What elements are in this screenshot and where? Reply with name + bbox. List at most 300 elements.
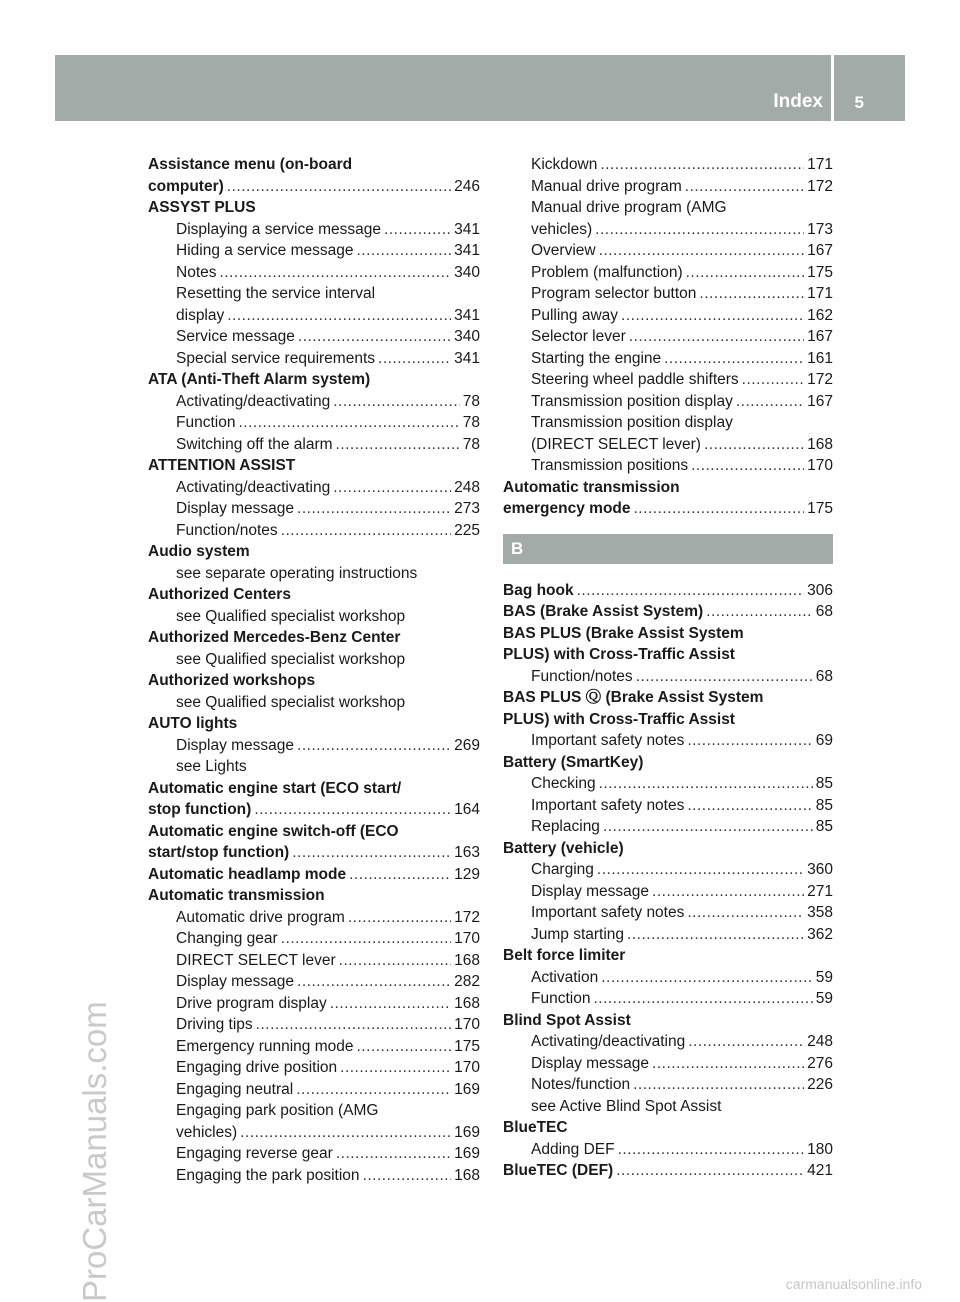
entry-page-number[interactable]: 340	[454, 328, 480, 345]
entry-page-number[interactable]: 358	[807, 904, 833, 921]
entry-page-number[interactable]: 172	[454, 908, 480, 926]
dot-leader	[240, 1122, 451, 1144]
entry-label: Resetting the service interval	[176, 285, 376, 302]
dot-leader	[298, 326, 451, 348]
entry-page-number[interactable]: 59	[815, 968, 833, 986]
index-subentry[interactable]	[503, 773, 833, 795]
index-subentry[interactable]	[503, 730, 833, 752]
index-entry	[148, 713, 480, 735]
entry-page-number[interactable]: 248	[807, 1033, 833, 1050]
index-entry	[148, 885, 480, 907]
entry-page-number[interactable]: 162	[807, 306, 833, 324]
entry-page-number[interactable]: 78	[462, 435, 480, 453]
dot-leader	[349, 864, 451, 886]
entry-label: Displaying a service message	[176, 220, 382, 238]
entry-label: display	[176, 306, 225, 324]
entry-label: Notes/function	[531, 1076, 631, 1093]
entry-label: Display message	[176, 500, 295, 517]
dot-leader	[629, 326, 804, 348]
index-entry[interactable]	[148, 864, 480, 886]
entry-label: Automatic transmission	[503, 478, 680, 496]
index-subentry	[503, 1096, 833, 1118]
dot-leader	[227, 176, 451, 198]
entry-label: Automatic engine switch-off (ECO	[148, 822, 399, 840]
entry-page-number[interactable]: 169	[454, 1145, 480, 1162]
entry-label: Function	[531, 990, 591, 1007]
index-entry	[148, 541, 480, 563]
entry-page-number[interactable]: 85	[815, 818, 833, 835]
index-subentry[interactable]	[148, 735, 480, 757]
dot-leader	[599, 773, 813, 795]
dot-leader	[333, 477, 451, 499]
entry-label: Important safety notes	[531, 796, 685, 814]
index-entry	[503, 477, 833, 499]
entry-label: Kickdown	[531, 156, 598, 173]
entry-label: Audio system	[148, 543, 250, 560]
dot-leader	[297, 971, 451, 993]
index-subentry[interactable]	[503, 434, 833, 456]
entry-label: Activating/deactivating	[531, 1033, 686, 1050]
dot-leader	[633, 1074, 804, 1096]
entry-page-number[interactable]: 171	[807, 156, 833, 173]
index-entry	[503, 1010, 833, 1032]
entry-label: Transmission position display	[531, 414, 733, 431]
entry-label: see Qualified specialist workshop	[176, 650, 406, 668]
index-entry	[148, 197, 480, 219]
dot-leader	[686, 262, 805, 284]
entry-label: Authorized Mercedes-Benz Center	[148, 629, 401, 646]
dot-leader	[621, 305, 804, 327]
dot-leader	[340, 1057, 451, 1079]
dot-leader	[357, 1036, 452, 1058]
dot-leader	[603, 816, 813, 838]
entry-page-number[interactable]: 246	[454, 177, 480, 195]
entry-label: Automatic drive program	[176, 908, 345, 926]
dot-leader	[336, 434, 460, 456]
entry-page-number[interactable]: 168	[454, 1166, 480, 1184]
index-entry[interactable]	[503, 1160, 833, 1182]
entry-page-number[interactable]: 69	[815, 732, 833, 749]
entry-label: Display message	[176, 973, 295, 990]
entry-page-number[interactable]: 59	[815, 990, 833, 1007]
entry-page-number[interactable]: 341	[454, 242, 480, 259]
entry-label: Notes	[176, 263, 217, 281]
entry-label: Function	[176, 414, 236, 431]
entry-page-number[interactable]: 362	[807, 925, 833, 943]
entry-page-number[interactable]: 129	[454, 865, 480, 883]
dot-leader	[330, 993, 451, 1015]
dot-leader	[616, 1160, 804, 1182]
entry-label: Activating/deactivating	[176, 478, 331, 496]
index-subentry	[148, 756, 480, 778]
page-number: 5	[854, 93, 864, 112]
index-subentry	[148, 283, 480, 305]
index-subentry[interactable]	[503, 176, 833, 198]
index-subentry[interactable]	[503, 1053, 833, 1075]
index-entry[interactable]	[503, 498, 833, 520]
dot-leader	[618, 1139, 805, 1161]
entry-label: start/stop function)	[148, 844, 290, 861]
entry-page-number[interactable]: 85	[815, 796, 833, 814]
entry-label: BAS PLUS Ⓠ (Brake Assist System	[503, 689, 764, 706]
entry-label: Steering wheel paddle shifters	[531, 371, 739, 388]
entry-label: Engaging reverse gear	[176, 1145, 333, 1162]
entry-label: Emergency running mode	[176, 1037, 354, 1055]
index-subentry[interactable]	[148, 1057, 480, 1079]
index-subentry[interactable]	[503, 1139, 833, 1161]
index-subentry[interactable]	[148, 326, 480, 348]
entry-page-number[interactable]: 360	[807, 861, 833, 878]
index-subentry[interactable]	[503, 1074, 833, 1096]
entry-label: Driving tips	[176, 1016, 253, 1033]
entry-label: Important safety notes	[531, 904, 685, 921]
section-letter-bar	[503, 534, 833, 564]
dot-leader	[664, 348, 804, 370]
dot-leader	[634, 498, 805, 520]
entry-label: Engaging the park position	[176, 1166, 360, 1184]
dot-leader	[336, 1143, 451, 1165]
entry-page-number[interactable]: 164	[454, 801, 480, 818]
index-entry	[148, 369, 480, 391]
dot-leader	[577, 580, 805, 602]
index-subentry[interactable]	[148, 1143, 480, 1165]
entry-label: Checking	[531, 775, 596, 792]
index-subentry[interactable]	[148, 305, 480, 327]
dot-leader	[627, 924, 804, 946]
entry-label: (DIRECT SELECT lever)	[531, 435, 701, 453]
entry-label: Automatic headlamp mode	[148, 865, 347, 883]
index-subentry[interactable]	[503, 859, 833, 881]
entry-label: see Qualified specialist workshop	[176, 693, 406, 711]
index-subentry[interactable]	[148, 391, 480, 413]
entry-page-number[interactable]: 170	[454, 930, 480, 947]
entry-page-number[interactable]: 282	[454, 973, 480, 990]
entry-label: Activation	[531, 968, 599, 986]
dot-leader	[363, 1165, 452, 1187]
entry-label: Belt force limiter	[503, 947, 626, 964]
entry-page-number[interactable]: 68	[815, 667, 833, 685]
entry-page-number[interactable]: 421	[807, 1162, 833, 1179]
index-entry	[148, 821, 480, 843]
index-entry[interactable]	[503, 601, 833, 623]
index-subentry[interactable]	[503, 219, 833, 241]
index-subentry[interactable]	[503, 240, 833, 262]
entry-page-number[interactable]: 161	[807, 349, 833, 367]
index-entry	[503, 838, 833, 860]
entry-page-number[interactable]: 169	[454, 1080, 480, 1098]
entry-page-number[interactable]: 169	[454, 1123, 480, 1141]
entry-label: Hiding a service message	[176, 242, 354, 259]
entry-label: vehicles)	[176, 1123, 238, 1141]
index-subentry[interactable]	[503, 455, 833, 477]
index-subentry[interactable]	[503, 816, 833, 838]
dot-leader	[704, 434, 804, 456]
entry-label: Problem (malfunction)	[531, 263, 683, 281]
entry-label: Manual drive program (AMG	[531, 199, 727, 216]
index-entry	[148, 154, 480, 176]
entry-label: Adding DEF	[531, 1140, 615, 1158]
dot-leader	[227, 305, 451, 327]
entry-page-number[interactable]: 163	[454, 844, 480, 861]
dot-leader	[691, 455, 804, 477]
index-subentry[interactable]	[148, 412, 480, 434]
entry-page-number[interactable]: 273	[454, 500, 480, 517]
dot-leader	[600, 154, 804, 176]
header-divider	[831, 55, 834, 121]
index-subentry[interactable]	[148, 240, 480, 262]
entry-label: ASSYST PLUS	[148, 199, 256, 216]
dot-leader	[339, 950, 451, 972]
entry-label: Charging	[531, 861, 594, 878]
entry-label: Selector lever	[531, 328, 626, 345]
index-subentry[interactable]	[148, 1122, 480, 1144]
dot-leader	[706, 601, 813, 623]
index-entry[interactable]	[148, 799, 480, 821]
index-subentry[interactable]	[503, 967, 833, 989]
entry-label: Assistance menu (on-board	[148, 156, 353, 173]
index-subentry[interactable]	[503, 326, 833, 348]
index-subentry[interactable]	[503, 348, 833, 370]
entry-label: BAS (Brake Assist System)	[503, 603, 704, 620]
dot-leader	[220, 262, 452, 284]
index-entry	[148, 670, 480, 692]
section-letter: B	[511, 538, 524, 558]
index-subentry[interactable]	[148, 434, 480, 456]
entry-page-number[interactable]: 180	[807, 1140, 833, 1158]
index-subentry[interactable]	[148, 477, 480, 499]
index-subentry[interactable]	[148, 348, 480, 370]
index-subentry[interactable]	[148, 971, 480, 993]
entry-page-number[interactable]: 226	[807, 1076, 833, 1093]
entry-page-number[interactable]: 341	[454, 349, 480, 367]
entry-page-number[interactable]: 167	[807, 328, 833, 345]
entry-label: Display message	[176, 736, 295, 754]
entry-label: Changing gear	[176, 930, 278, 947]
entry-page-number[interactable]: 168	[454, 951, 480, 969]
index-subentry[interactable]	[148, 907, 480, 929]
index-subentry[interactable]	[503, 1031, 833, 1053]
entry-label: DIRECT SELECT lever	[176, 951, 336, 969]
entry-page-number[interactable]: 78	[462, 414, 480, 431]
entry-label: Manual drive program	[531, 177, 682, 195]
index-entry	[148, 627, 480, 649]
index-subentry	[148, 1100, 480, 1122]
index-entry	[503, 945, 833, 967]
dot-leader	[601, 967, 813, 989]
entry-label: Automatic transmission	[148, 887, 325, 904]
entry-page-number[interactable]: 175	[807, 263, 833, 281]
dot-leader	[348, 907, 451, 929]
index-subentry[interactable]	[503, 262, 833, 284]
entry-page-number[interactable]: 170	[454, 1016, 480, 1033]
entry-label: Engaging drive position	[176, 1059, 338, 1076]
entry-page-number[interactable]: 175	[807, 500, 833, 517]
index-subentry[interactable]	[148, 219, 480, 241]
index-subentry[interactable]	[148, 993, 480, 1015]
index-subentry	[148, 649, 480, 671]
entry-page-number[interactable]: 271	[807, 882, 833, 900]
entry-label: Overview	[531, 242, 596, 259]
entry-label: Transmission positions	[531, 457, 689, 474]
index-entry	[503, 1117, 833, 1139]
entry-page-number[interactable]: 85	[815, 775, 833, 792]
entry-page-number[interactable]: 225	[454, 521, 480, 539]
dot-leader	[254, 799, 451, 821]
entry-label: PLUS) with Cross-Traffic Assist	[503, 710, 735, 728]
index-entry	[503, 687, 833, 709]
dot-leader	[742, 369, 804, 391]
dot-leader	[378, 348, 451, 370]
entry-label: Drive program display	[176, 994, 327, 1012]
dot-leader	[238, 412, 459, 434]
index-subentry[interactable]	[148, 498, 480, 520]
dot-leader	[595, 219, 804, 241]
entry-page-number[interactable]: 341	[454, 306, 480, 324]
dot-leader	[687, 902, 804, 924]
index-subentry[interactable]	[148, 262, 480, 284]
entry-label: Pulling away	[531, 306, 619, 324]
entry-page-number[interactable]: 170	[807, 457, 833, 474]
index-subentry[interactable]	[148, 950, 480, 972]
index-entry	[503, 644, 833, 666]
entry-label: Service message	[176, 328, 295, 345]
entry-label: BlueTEC (DEF)	[503, 1162, 614, 1179]
index-subentry	[503, 197, 833, 219]
entry-page-number[interactable]: 167	[807, 392, 833, 410]
entry-page-number[interactable]: 175	[454, 1037, 480, 1055]
index-subentry[interactable]	[503, 369, 833, 391]
entry-label: Activating/deactivating	[176, 392, 331, 410]
dot-leader	[685, 176, 804, 198]
entry-label: Authorized workshops	[148, 672, 316, 689]
entry-page-number[interactable]: 248	[454, 478, 480, 496]
index-entry[interactable]	[148, 176, 480, 198]
entry-page-number[interactable]: 68	[815, 603, 833, 620]
index-entry	[503, 623, 833, 645]
entry-label: Important safety notes	[531, 732, 685, 749]
entry-label: Starting the engine	[531, 349, 662, 367]
dot-leader	[296, 1079, 451, 1101]
index-entry	[148, 778, 480, 800]
index-subentry[interactable]	[148, 1079, 480, 1101]
footer-watermark: carmanualsonline.info	[785, 1276, 922, 1292]
entry-label: Jump starting	[531, 925, 625, 943]
dot-leader	[281, 520, 451, 542]
dot-leader	[699, 283, 804, 305]
entry-label: Engaging park position (AMG	[176, 1102, 379, 1119]
index-subentry	[148, 563, 480, 585]
index-entry	[148, 455, 480, 477]
index-entry[interactable]	[148, 842, 480, 864]
index-subentry[interactable]	[503, 881, 833, 903]
index-subentry[interactable]	[503, 391, 833, 413]
entry-label: Display message	[531, 1054, 650, 1072]
index-subentry[interactable]	[503, 988, 833, 1010]
entry-page-number[interactable]: 340	[454, 263, 480, 281]
index-subentry[interactable]	[503, 154, 833, 176]
entry-page-number[interactable]: 172	[807, 177, 833, 195]
dot-leader	[256, 1014, 451, 1036]
index-subentry[interactable]	[148, 1036, 480, 1058]
dot-leader	[297, 498, 451, 520]
index-subentry	[503, 412, 833, 434]
entry-label: vehicles)	[531, 220, 593, 238]
entry-page-number[interactable]: 171	[807, 285, 833, 302]
entry-page-number[interactable]: 168	[807, 435, 833, 453]
index-entry[interactable]	[503, 580, 833, 602]
page-title: Index	[773, 91, 823, 112]
entry-label: Display message	[531, 882, 650, 900]
side-watermark: ProCarManuals.com	[76, 1001, 113, 1302]
entry-label: Authorized Centers	[148, 586, 291, 603]
entry-page-number[interactable]: 173	[807, 220, 833, 238]
dot-leader	[652, 1053, 804, 1075]
index-column-left	[148, 154, 480, 1186]
dot-leader	[333, 391, 460, 413]
entry-label: Battery (SmartKey)	[503, 753, 644, 771]
index-entry	[503, 752, 833, 774]
index-subentry[interactable]	[503, 283, 833, 305]
entry-label: ATTENTION ASSIST	[148, 457, 296, 474]
index-subentry[interactable]	[148, 520, 480, 542]
entry-page-number[interactable]: 167	[807, 242, 833, 259]
dot-leader	[281, 928, 451, 950]
entry-label: Function/notes	[176, 521, 278, 539]
index-subentry[interactable]	[148, 1014, 480, 1036]
entry-label: stop function)	[148, 801, 252, 818]
entry-label: ATA (Anti-Theft Alarm system)	[148, 371, 371, 388]
entry-label: see Qualified specialist workshop	[176, 607, 406, 625]
entry-label: Function/notes	[531, 667, 633, 685]
entry-label: Program selector button	[531, 285, 697, 302]
entry-label: Battery (vehicle)	[503, 839, 624, 857]
entry-label: Bag hook	[503, 581, 574, 599]
dot-leader	[356, 240, 451, 262]
entry-page-number[interactable]: 276	[807, 1054, 833, 1072]
entry-page-number[interactable]: 341	[454, 220, 480, 238]
entry-page-number[interactable]: 170	[454, 1059, 480, 1076]
entry-label: Engaging neutral	[176, 1080, 294, 1098]
entry-page-number[interactable]: 306	[807, 581, 833, 599]
entry-page-number[interactable]: 172	[807, 371, 833, 388]
entry-label: AUTO lights	[148, 715, 238, 732]
entry-page-number[interactable]: 78	[462, 392, 480, 410]
index-subentry[interactable]	[503, 924, 833, 946]
index-subentry[interactable]	[148, 928, 480, 950]
entry-label: emergency mode	[503, 500, 631, 517]
entry-label: PLUS) with Cross-Traffic Assist	[503, 646, 735, 663]
entry-label: see Active Blind Spot Assist	[531, 1097, 722, 1115]
index-subentry[interactable]	[148, 1165, 480, 1187]
entry-label: Automatic engine start (ECO start/	[148, 779, 402, 797]
index-entry	[503, 709, 833, 731]
index-subentry[interactable]	[503, 666, 833, 688]
dot-leader	[688, 1031, 804, 1053]
dot-leader	[597, 859, 804, 881]
index-subentry	[148, 606, 480, 628]
index-subentry[interactable]	[503, 902, 833, 924]
index-subentry[interactable]	[503, 305, 833, 327]
index-subentry[interactable]	[503, 795, 833, 817]
entry-label: Special service requirements	[176, 349, 376, 367]
dot-leader	[652, 881, 804, 903]
index-column-right	[503, 154, 833, 1182]
entry-page-number[interactable]: 269	[454, 736, 480, 754]
dot-leader	[599, 240, 805, 262]
entry-label: BlueTEC	[503, 1119, 568, 1136]
dot-leader	[687, 795, 812, 817]
entry-page-number[interactable]: 168	[454, 994, 480, 1012]
